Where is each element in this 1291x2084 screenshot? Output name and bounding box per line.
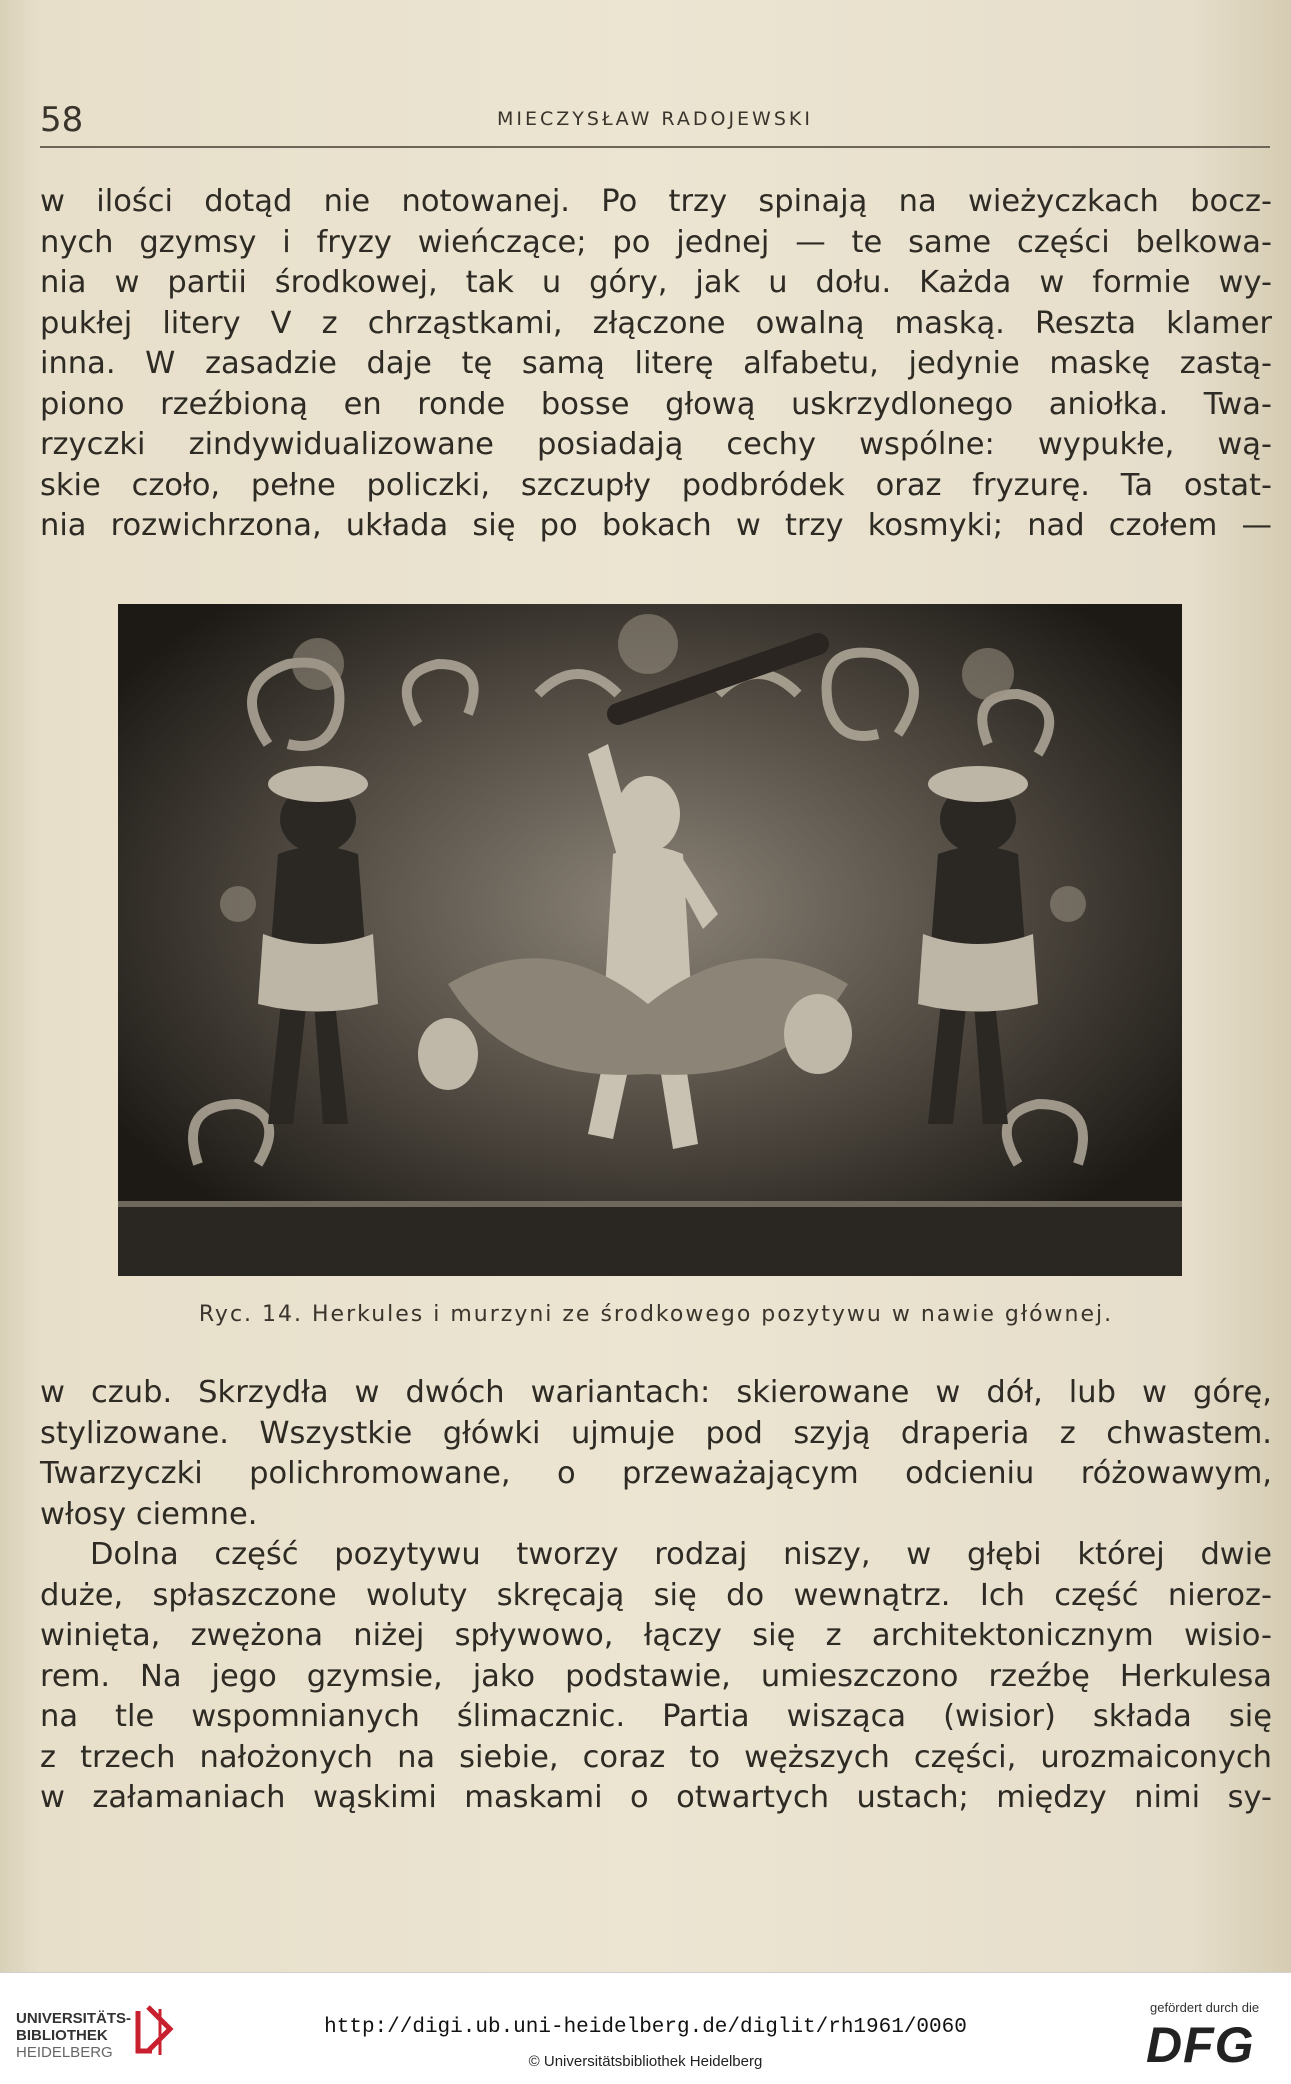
text-line: nych gzymsy i fryzy wieńczące; po jednej — te same części belkowa-: [40, 224, 1272, 260]
citation-url[interactable]: http://digi.ub.uni-heidelberg.de/diglit/rh1961/0060: [324, 2016, 967, 2039]
text-line: w ilości dotąd nie notowanej. Po trzy spinają na wieżyczkach bocz-: [40, 184, 1272, 219]
header-rule: [40, 146, 1270, 148]
copyright-notice: © Universitätsbibliothek Heidelberg: [528, 2053, 763, 2070]
dfg-logo[interactable]: DFG: [1146, 2017, 1255, 2073]
text-line: rzyczki zindywidualizowane posiadają cechy wspólne: wypukłe, wą-: [40, 427, 1272, 462]
text-line: włosy ciemne.: [40, 1496, 258, 1532]
figure-photograph: [118, 604, 1182, 1276]
page-header: [40, 100, 1270, 140]
paragraph-block-2: [40, 1373, 1272, 1819]
text-line: pukłej litery V z chrząstkami, złączone owalną maską. Reszta klamer: [40, 305, 1272, 341]
text-line: z trzech nałożonych na siebie, coraz to węższych części, urozmaiconych: [40, 1739, 1272, 1775]
text-line: piono rzeźbioną en ronde bosse głową uskrzydlonego aniołka. Twa-: [40, 386, 1272, 422]
text-line: w czub. Skrzydła w dwóch wariantach: skierowane w dół, lub w górę,: [40, 1375, 1272, 1410]
text-line: inna. W zasadzie daje tę samą literę alfabetu, jedynie maskę zastą-: [40, 346, 1272, 381]
library-name-line: HEIDELBERG: [16, 2044, 113, 2061]
text-line: skie czoło, pełne policzki, szczupły podbródek oraz fryzurę. Ta ostat-: [40, 467, 1272, 503]
figure-caption: Ryc. 14. Herkules i murzyni ze środkowego pozytywu w nawie głównej.: [198, 1302, 1114, 1327]
text-line: stylizowane. Wszystkie główki ujmuje pod szyją draperia z chwastem.: [40, 1415, 1272, 1451]
running-head: MIECZYSŁAW RADOJEWSKI: [497, 108, 813, 130]
paragraph-block-1: [40, 182, 1272, 547]
text-line: winięta, zwężona niżej spływowo, łączy się z architektonicznym wisio-: [40, 1618, 1272, 1653]
text-line: na tle wspomnianych ślimacznic. Partia wisząca (wisior) składa się: [40, 1699, 1272, 1734]
text-line: nia w partii środkowej, tak u góry, jak u dołu. Każda w formie wy-: [40, 265, 1272, 300]
library-name-line: UNIVERSITÄTS-: [16, 2010, 132, 2027]
text-line: duże, spłaszczone woluty skręcają się do wewnątrz. Ich część nieroz-: [40, 1577, 1272, 1613]
text-line: Dolna część pozytywu tworzy rodzaj niszy, w głębi której dwie: [90, 1537, 1272, 1572]
funded-by-label: gefördert durch die: [1150, 2000, 1260, 2015]
library-name-line: BIBLIOTHEK: [16, 2027, 108, 2044]
hercules-sculpture-image: [118, 604, 1182, 1276]
text-line: w załamaniach wąskimi maskami o otwartych ustach; między nimi sy-: [40, 1780, 1272, 1815]
text-line: rem. Na jego gzymsie, jako podstawie, umieszczono rzeźbę Herkulesa: [40, 1658, 1272, 1694]
page-number: 58: [40, 100, 84, 140]
text-line: Twarzyczki polichromowane, o przeważającym odcieniu różowawym,: [40, 1456, 1272, 1491]
text-line: nia rozwichrzona, układa się po bokach w trzy kosmyki; nad czołem —: [40, 508, 1272, 543]
